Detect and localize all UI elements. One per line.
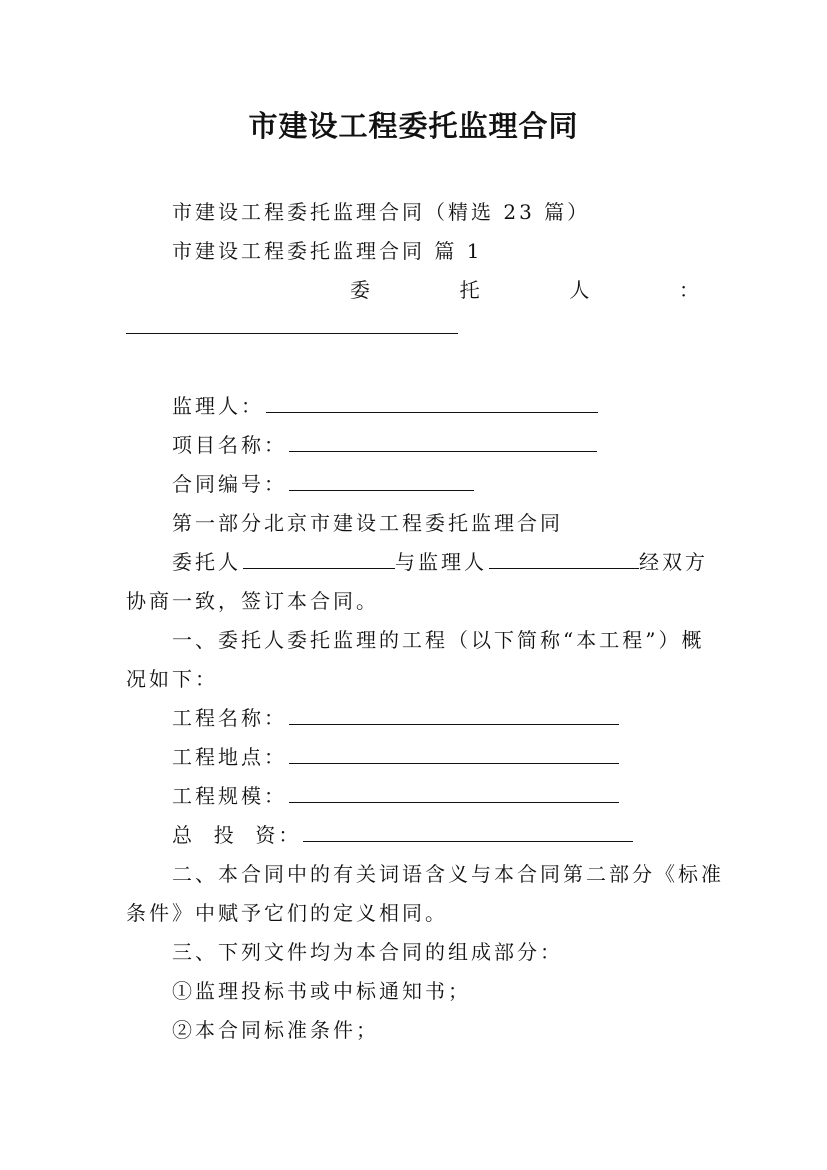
clause-a-text: 经双方 <box>639 550 708 574</box>
clause-a-text: 委托人 <box>172 550 241 574</box>
project-name-label: 项目名称： <box>172 433 287 457</box>
list-item: ①监理投标书或中标通知书； <box>172 979 471 1003</box>
principal-char: ： <box>678 278 699 302</box>
eng-name-blank <box>289 704 619 725</box>
supervisor-row <box>172 392 598 420</box>
part-one-heading: 第一部分北京市建设工程委托监理合同 <box>172 511 563 535</box>
clause-2-continuation: 条件》中赋予它们的定义相同。 <box>126 901 448 925</box>
supervisor-name-blank <box>489 548 639 569</box>
clause-2-line: 二、本合同中的有关词语含义与本合同第二部分《标准 <box>172 862 724 886</box>
eng-name-row <box>172 704 619 732</box>
list-item: ②本合同标准条件； <box>172 1018 379 1042</box>
contract-no-label: 合同编号： <box>172 472 287 496</box>
project-name-row <box>172 431 597 459</box>
supervisor-label: 监理人： <box>172 394 264 418</box>
eng-location-label: 工程地点： <box>172 745 287 769</box>
contract-no-blank <box>289 470 474 491</box>
principal-label-row <box>350 276 699 304</box>
document-title: 市建设工程委托监理合同 <box>248 109 579 143</box>
principal-char: 委 <box>350 278 370 302</box>
clause-a-continuation: 协商一致，签订本合同。 <box>126 589 379 613</box>
supervisor-blank <box>266 392 598 413</box>
eng-name-label: 工程名称： <box>172 706 287 730</box>
clause-a-text: 与监理人 <box>395 550 487 574</box>
article-heading: 市建设工程委托监理合同 篇 1 <box>172 239 483 263</box>
eng-location-blank <box>289 743 619 764</box>
principal-blank <box>126 333 458 334</box>
total-invest-blank <box>303 821 633 842</box>
total-invest-row <box>172 821 633 849</box>
principal-char: 人 <box>569 278 590 302</box>
clause-3-line: 三、下列文件均为本合同的组成部分： <box>172 940 563 964</box>
clause-1-continuation: 况如下： <box>126 667 218 691</box>
principal-name-blank <box>243 548 395 569</box>
clause-a-row <box>172 548 708 576</box>
total-invest-label: 总 投 资： <box>172 823 302 847</box>
contract-no-row <box>172 470 474 498</box>
eng-scale-blank <box>289 782 619 803</box>
eng-location-row <box>172 743 619 771</box>
subtitle: 市建设工程委托监理合同（精选 23 篇） <box>172 200 591 224</box>
eng-scale-row <box>172 782 619 810</box>
clause-1-line: 一、委托人委托监理的工程（以下简称“本工程”）概 <box>172 628 705 652</box>
principal-char: 托 <box>459 278 480 302</box>
project-name-blank <box>289 431 597 452</box>
eng-scale-label: 工程规模： <box>172 784 287 808</box>
